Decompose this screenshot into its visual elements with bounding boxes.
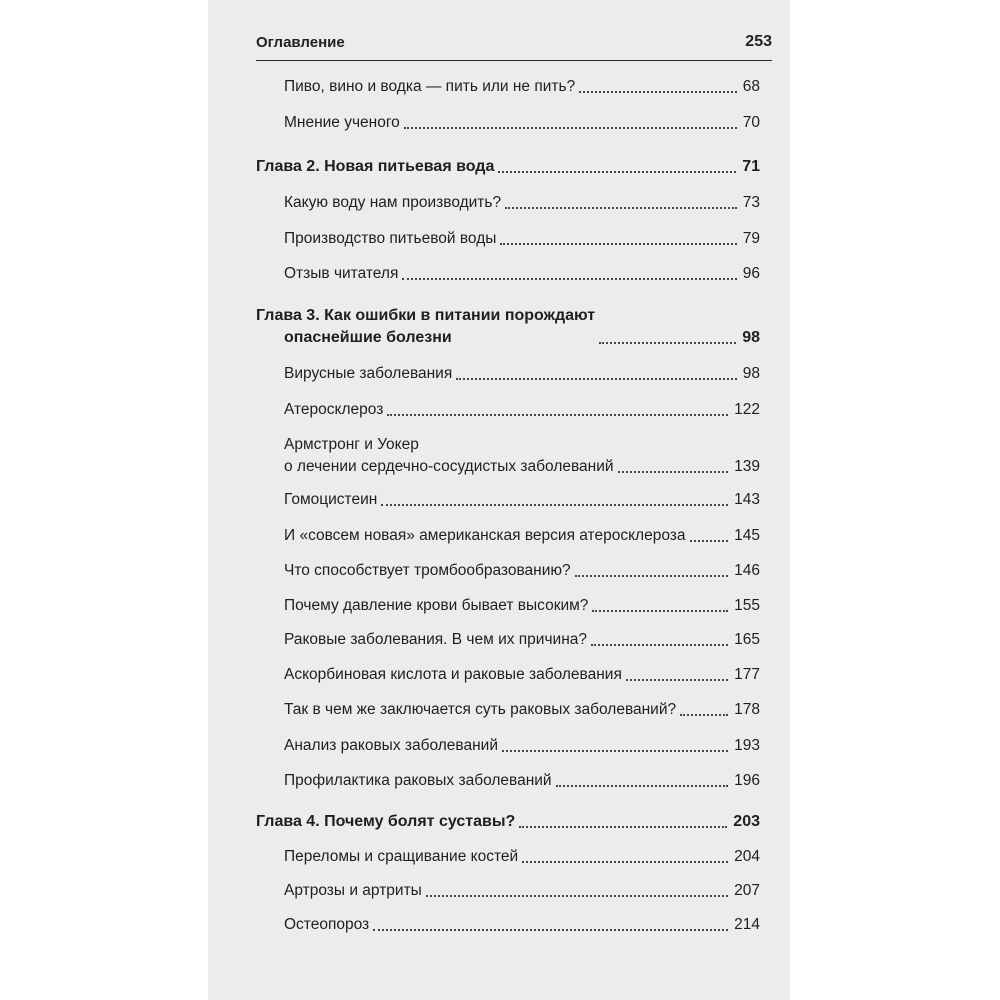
toc-chapter-title-line2: опаснейшие болезни	[284, 329, 452, 346]
toc-entry-page: 207	[734, 882, 760, 899]
dot-leader	[402, 278, 736, 280]
toc-chapter	[256, 156, 760, 178]
toc-entry	[284, 560, 760, 582]
toc-entry-page: 193	[734, 737, 760, 754]
dot-leader	[387, 414, 728, 416]
toc-entry-title-line1: Армстронг и Уокер	[284, 436, 419, 453]
dot-leader	[500, 243, 736, 245]
toc-entry	[284, 525, 760, 547]
toc-entry	[284, 263, 760, 285]
toc-entry-title: Переломы и сращивание костей	[284, 848, 519, 865]
toc-entry-title: Гомоцистеин	[284, 491, 378, 508]
toc-entry	[284, 399, 760, 421]
toc-entry-title: Производство питьевой воды	[284, 230, 497, 247]
toc-entry-title: Анализ раковых заболеваний	[284, 737, 498, 754]
toc-entry-page: 214	[734, 916, 760, 933]
dot-leader	[502, 750, 728, 752]
dot-leader	[404, 127, 737, 129]
toc-entry-page: 122	[734, 401, 760, 418]
toc-entry-title: И «совсем новая» американская версия атеросклероза	[284, 527, 686, 544]
toc-entry-page: 73	[742, 194, 760, 211]
toc-entry-page: 196	[734, 772, 760, 789]
toc-entry-page: 70	[742, 114, 760, 131]
toc-entry-title: Артрозы и артриты	[284, 882, 422, 899]
toc-chapter-title: Глава 4. Почему болят суставы?	[256, 813, 516, 830]
dot-leader	[556, 785, 729, 787]
dot-leader	[381, 504, 728, 506]
toc-entry-title: Что способствует тромбообразованию?	[284, 562, 571, 579]
toc-chapter-title-line1: Глава 3. Как ошибки в питании порождают	[256, 307, 596, 324]
toc-entry	[284, 595, 760, 617]
toc-entry-page: 203	[733, 813, 760, 830]
toc-entry-page: 204	[734, 848, 760, 865]
dot-leader	[522, 861, 728, 863]
header-title: Оглавление	[256, 34, 345, 51]
toc-entry	[284, 363, 760, 385]
toc-entry	[284, 489, 760, 511]
toc-entry-page: 139	[734, 458, 760, 475]
toc-entry-title: Какую воду нам производить?	[284, 194, 502, 211]
toc-entry-title: Почему давление крови бывает высоким?	[284, 597, 589, 614]
dot-leader	[618, 471, 729, 473]
toc-entry-title-line2: о лечении сердечно-сосудистых заболеваний	[284, 458, 614, 475]
toc-entry-title: Аскорбиновая кислота и раковые заболевания	[284, 666, 622, 683]
toc-entry-page: 143	[734, 491, 760, 508]
dot-leader	[579, 91, 737, 93]
toc-entry-title: Мнение ученого	[284, 114, 400, 131]
toc-entry-page: 155	[734, 597, 760, 614]
toc-entry-title: Атеросклероз	[284, 401, 384, 418]
toc-entry-title: Отзыв читателя	[284, 265, 399, 282]
dot-leader	[591, 644, 728, 646]
dot-leader	[498, 171, 736, 173]
header-page-number: 253	[745, 33, 772, 50]
toc-entry-page: 96	[742, 265, 760, 282]
dot-leader	[626, 679, 728, 681]
toc-entry-page: 68	[742, 78, 760, 95]
toc-entry-title: Профилактика раковых заболеваний	[284, 772, 552, 789]
toc-entry	[284, 770, 760, 792]
toc-entry-title: Вирусные заболевания	[284, 365, 453, 382]
toc-entry-page: 98	[742, 329, 760, 346]
toc-entry	[284, 76, 760, 98]
dot-leader	[373, 929, 728, 931]
toc-entry	[284, 629, 760, 651]
toc-entry	[284, 434, 760, 478]
toc-entry	[284, 914, 760, 936]
dot-leader	[519, 826, 727, 828]
dot-leader	[505, 207, 737, 209]
toc-entry-title: Раковые заболевания. В чем их причина?	[284, 631, 587, 648]
toc-entry	[284, 699, 760, 721]
toc-entry	[284, 228, 760, 250]
dot-leader	[456, 378, 737, 380]
toc-entry	[284, 664, 760, 686]
toc-entry	[284, 112, 760, 134]
toc-entry	[284, 735, 760, 757]
toc-entry-page: 145	[734, 527, 760, 544]
dot-leader	[599, 342, 736, 344]
toc-entry-page: 165	[734, 631, 760, 648]
dot-leader	[680, 714, 728, 716]
toc-entry-page: 177	[734, 666, 760, 683]
dot-leader	[575, 575, 729, 577]
toc-entry-page: 178	[734, 701, 760, 718]
toc-chapter	[256, 811, 760, 833]
toc-entry-page: 98	[742, 365, 760, 382]
table-of-contents	[208, 0, 790, 1000]
toc-entry	[284, 846, 760, 868]
toc-chapter-title: Глава 2. Новая питьевая вода	[256, 158, 495, 175]
toc-chapter	[256, 305, 760, 349]
dot-leader	[690, 540, 729, 542]
toc-entry-title: Пиво, вино и водка — пить или не пить?	[284, 78, 576, 95]
toc-entry	[284, 192, 760, 214]
toc-entry-page: 71	[742, 158, 760, 175]
toc-entry	[284, 880, 760, 902]
toc-entry-page: 146	[734, 562, 760, 579]
toc-entry-page: 79	[742, 230, 760, 247]
book-page	[208, 0, 790, 1000]
dot-leader	[592, 610, 728, 612]
dot-leader	[426, 895, 728, 897]
toc-entry-title: Так в чем же заключается суть раковых заболеваний?	[284, 701, 677, 718]
toc-entry-title: Остеопороз	[284, 916, 370, 933]
